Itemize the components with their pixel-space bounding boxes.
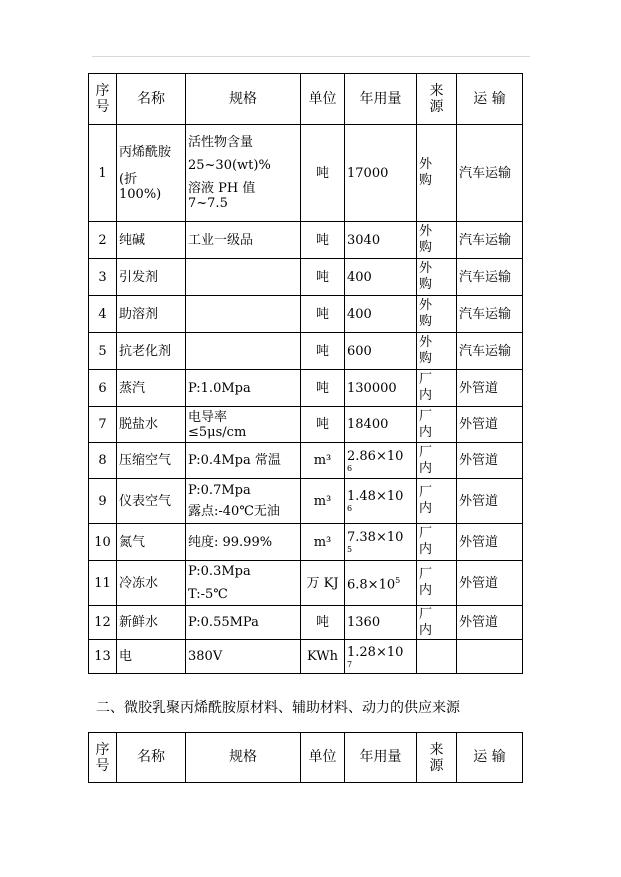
cell-name: 冷冻水 xyxy=(117,561,186,606)
cell-name: 脱盐水 xyxy=(117,407,186,443)
cell-unit: 吨 xyxy=(301,125,345,222)
materials-table xyxy=(88,73,523,674)
cell-annual: 130000 xyxy=(345,370,417,407)
header2-name: 名称 xyxy=(117,733,186,783)
table-row xyxy=(89,479,523,524)
cell-transport: 汽车运输 xyxy=(457,222,523,259)
cell-no: 11 xyxy=(89,561,117,606)
cell-unit: 吨 xyxy=(301,407,345,443)
cell-source: 外购 xyxy=(417,333,457,370)
table-row xyxy=(89,606,523,640)
header2-no: 序号 xyxy=(89,733,117,783)
cell-unit: 吨 xyxy=(301,606,345,640)
section-heading: 二、微胶乳聚丙烯酰胺原材料、辅助材料、动力的供应来源 xyxy=(96,700,460,716)
cell-transport: 外管道 xyxy=(457,443,523,479)
cell-annual: 7.38×10 5 xyxy=(345,524,417,561)
cell-spec: 纯度: 99.99% xyxy=(186,524,301,561)
cell-no: 2 xyxy=(89,222,117,259)
cell-transport xyxy=(457,640,523,674)
cell-no: 10 xyxy=(89,524,117,561)
header-transport: 运 输 xyxy=(457,74,523,125)
cell-annual: 400 xyxy=(345,296,417,333)
cell-annual: 1.28×10 7 xyxy=(345,640,417,674)
header2-transport: 运 输 xyxy=(457,733,523,783)
cell-unit: 吨 xyxy=(301,333,345,370)
header-source: 来源 xyxy=(417,74,457,125)
cell-transport: 外管道 xyxy=(457,606,523,640)
table-row xyxy=(89,561,523,606)
header-unit: 单位 xyxy=(301,74,345,125)
cell-source: 厂内 xyxy=(417,606,457,640)
header-spec: 规格 xyxy=(186,74,301,125)
table-row xyxy=(89,296,523,333)
table-row xyxy=(89,259,523,296)
cell-spec xyxy=(186,259,301,296)
cell-annual: 400 xyxy=(345,259,417,296)
cell-transport: 汽车运输 xyxy=(457,259,523,296)
cell-spec: 380V xyxy=(186,640,301,674)
cell-no: 13 xyxy=(89,640,117,674)
cell-source: 厂内 xyxy=(417,370,457,407)
cell-unit: 万 KJ xyxy=(301,561,345,606)
cell-transport: 外管道 xyxy=(457,407,523,443)
cell-name: 丙烯酰胺 (折 100%) xyxy=(117,125,186,222)
header2-annual: 年用量 xyxy=(345,733,417,783)
cell-source: 厂内 xyxy=(417,407,457,443)
cell-spec: P:0.3Mpa T:-5℃ xyxy=(186,561,301,606)
cell-annual: 2.86×10 6 xyxy=(345,443,417,479)
cell-transport: 外管道 xyxy=(457,370,523,407)
cell-name: 抗老化剂 xyxy=(117,333,186,370)
cell-source xyxy=(417,640,457,674)
cell-no: 1 xyxy=(89,125,117,222)
header-annual: 年用量 xyxy=(345,74,417,125)
cell-source: 外购 xyxy=(417,125,457,222)
cell-unit: 吨 xyxy=(301,370,345,407)
materials-table-2 xyxy=(88,732,523,783)
table-row xyxy=(89,125,523,222)
table-row xyxy=(89,407,523,443)
cell-no: 5 xyxy=(89,333,117,370)
cell-spec: 电导率 ≤5μs/cm xyxy=(186,407,301,443)
cell-spec xyxy=(186,296,301,333)
header2-source: 来源 xyxy=(417,733,457,783)
cell-transport: 外管道 xyxy=(457,479,523,524)
cell-annual: 1.48×10 6 xyxy=(345,479,417,524)
cell-spec: 活性物含量 25~30(wt)% 溶液 PH 值 7~7.5 xyxy=(186,125,301,222)
cell-annual: 600 xyxy=(345,333,417,370)
cell-name: 仪表空气 xyxy=(117,479,186,524)
cell-name: 助溶剂 xyxy=(117,296,186,333)
cell-source: 厂内 xyxy=(417,479,457,524)
cell-name: 电 xyxy=(117,640,186,674)
header2-spec: 规格 xyxy=(186,733,301,783)
cell-name: 引发剂 xyxy=(117,259,186,296)
cell-transport: 外管道 xyxy=(457,561,523,606)
cell-spec: P:0.7Mpa 露点:-40℃无油 xyxy=(186,479,301,524)
cell-source: 厂内 xyxy=(417,524,457,561)
cell-no: 7 xyxy=(89,407,117,443)
cell-spec: P:0.4Mpa 常温 xyxy=(186,443,301,479)
table-row xyxy=(89,443,523,479)
table-header-row xyxy=(89,74,523,125)
cell-source: 厂内 xyxy=(417,443,457,479)
table-row xyxy=(89,524,523,561)
cell-spec: P:0.55MPa xyxy=(186,606,301,640)
header2-unit: 单位 xyxy=(301,733,345,783)
table-row xyxy=(89,333,523,370)
cell-transport: 汽车运输 xyxy=(457,296,523,333)
header-rule xyxy=(92,56,530,57)
cell-annual: 17000 xyxy=(345,125,417,222)
cell-source: 外购 xyxy=(417,222,457,259)
cell-name: 压缩空气 xyxy=(117,443,186,479)
cell-unit: KWh xyxy=(301,640,345,674)
cell-annual: 1360 xyxy=(345,606,417,640)
table-row xyxy=(89,640,523,674)
cell-no: 9 xyxy=(89,479,117,524)
header-no: 序号 xyxy=(89,74,117,125)
table2-header-row xyxy=(89,733,523,783)
cell-annual: $6.8\times 10^5$ xyxy=(345,561,417,606)
table-row xyxy=(89,222,523,259)
cell-no: 12 xyxy=(89,606,117,640)
cell-spec: 工业一级品 xyxy=(186,222,301,259)
table-row xyxy=(89,370,523,407)
cell-source: 厂内 xyxy=(417,561,457,606)
cell-unit: 吨 xyxy=(301,259,345,296)
cell-name: 蒸汽 xyxy=(117,370,186,407)
cell-no: 6 xyxy=(89,370,117,407)
cell-no: 3 xyxy=(89,259,117,296)
cell-source: 外购 xyxy=(417,259,457,296)
cell-no: 8 xyxy=(89,443,117,479)
cell-transport: 汽车运输 xyxy=(457,125,523,222)
cell-unit: m³ xyxy=(301,479,345,524)
cell-name: 氮气 xyxy=(117,524,186,561)
cell-spec xyxy=(186,333,301,370)
cell-unit: 吨 xyxy=(301,222,345,259)
cell-name: 新鲜水 xyxy=(117,606,186,640)
cell-source: 外购 xyxy=(417,296,457,333)
cell-annual: 3040 xyxy=(345,222,417,259)
cell-unit: m³ xyxy=(301,443,345,479)
cell-name: 纯碱 xyxy=(117,222,186,259)
cell-transport: 外管道 xyxy=(457,524,523,561)
cell-unit: m³ xyxy=(301,524,345,561)
cell-no: 4 xyxy=(89,296,117,333)
cell-spec: P:1.0Mpa xyxy=(186,370,301,407)
cell-annual: 18400 xyxy=(345,407,417,443)
cell-transport: 汽车运输 xyxy=(457,333,523,370)
header-name: 名称 xyxy=(117,74,186,125)
cell-unit: 吨 xyxy=(301,296,345,333)
